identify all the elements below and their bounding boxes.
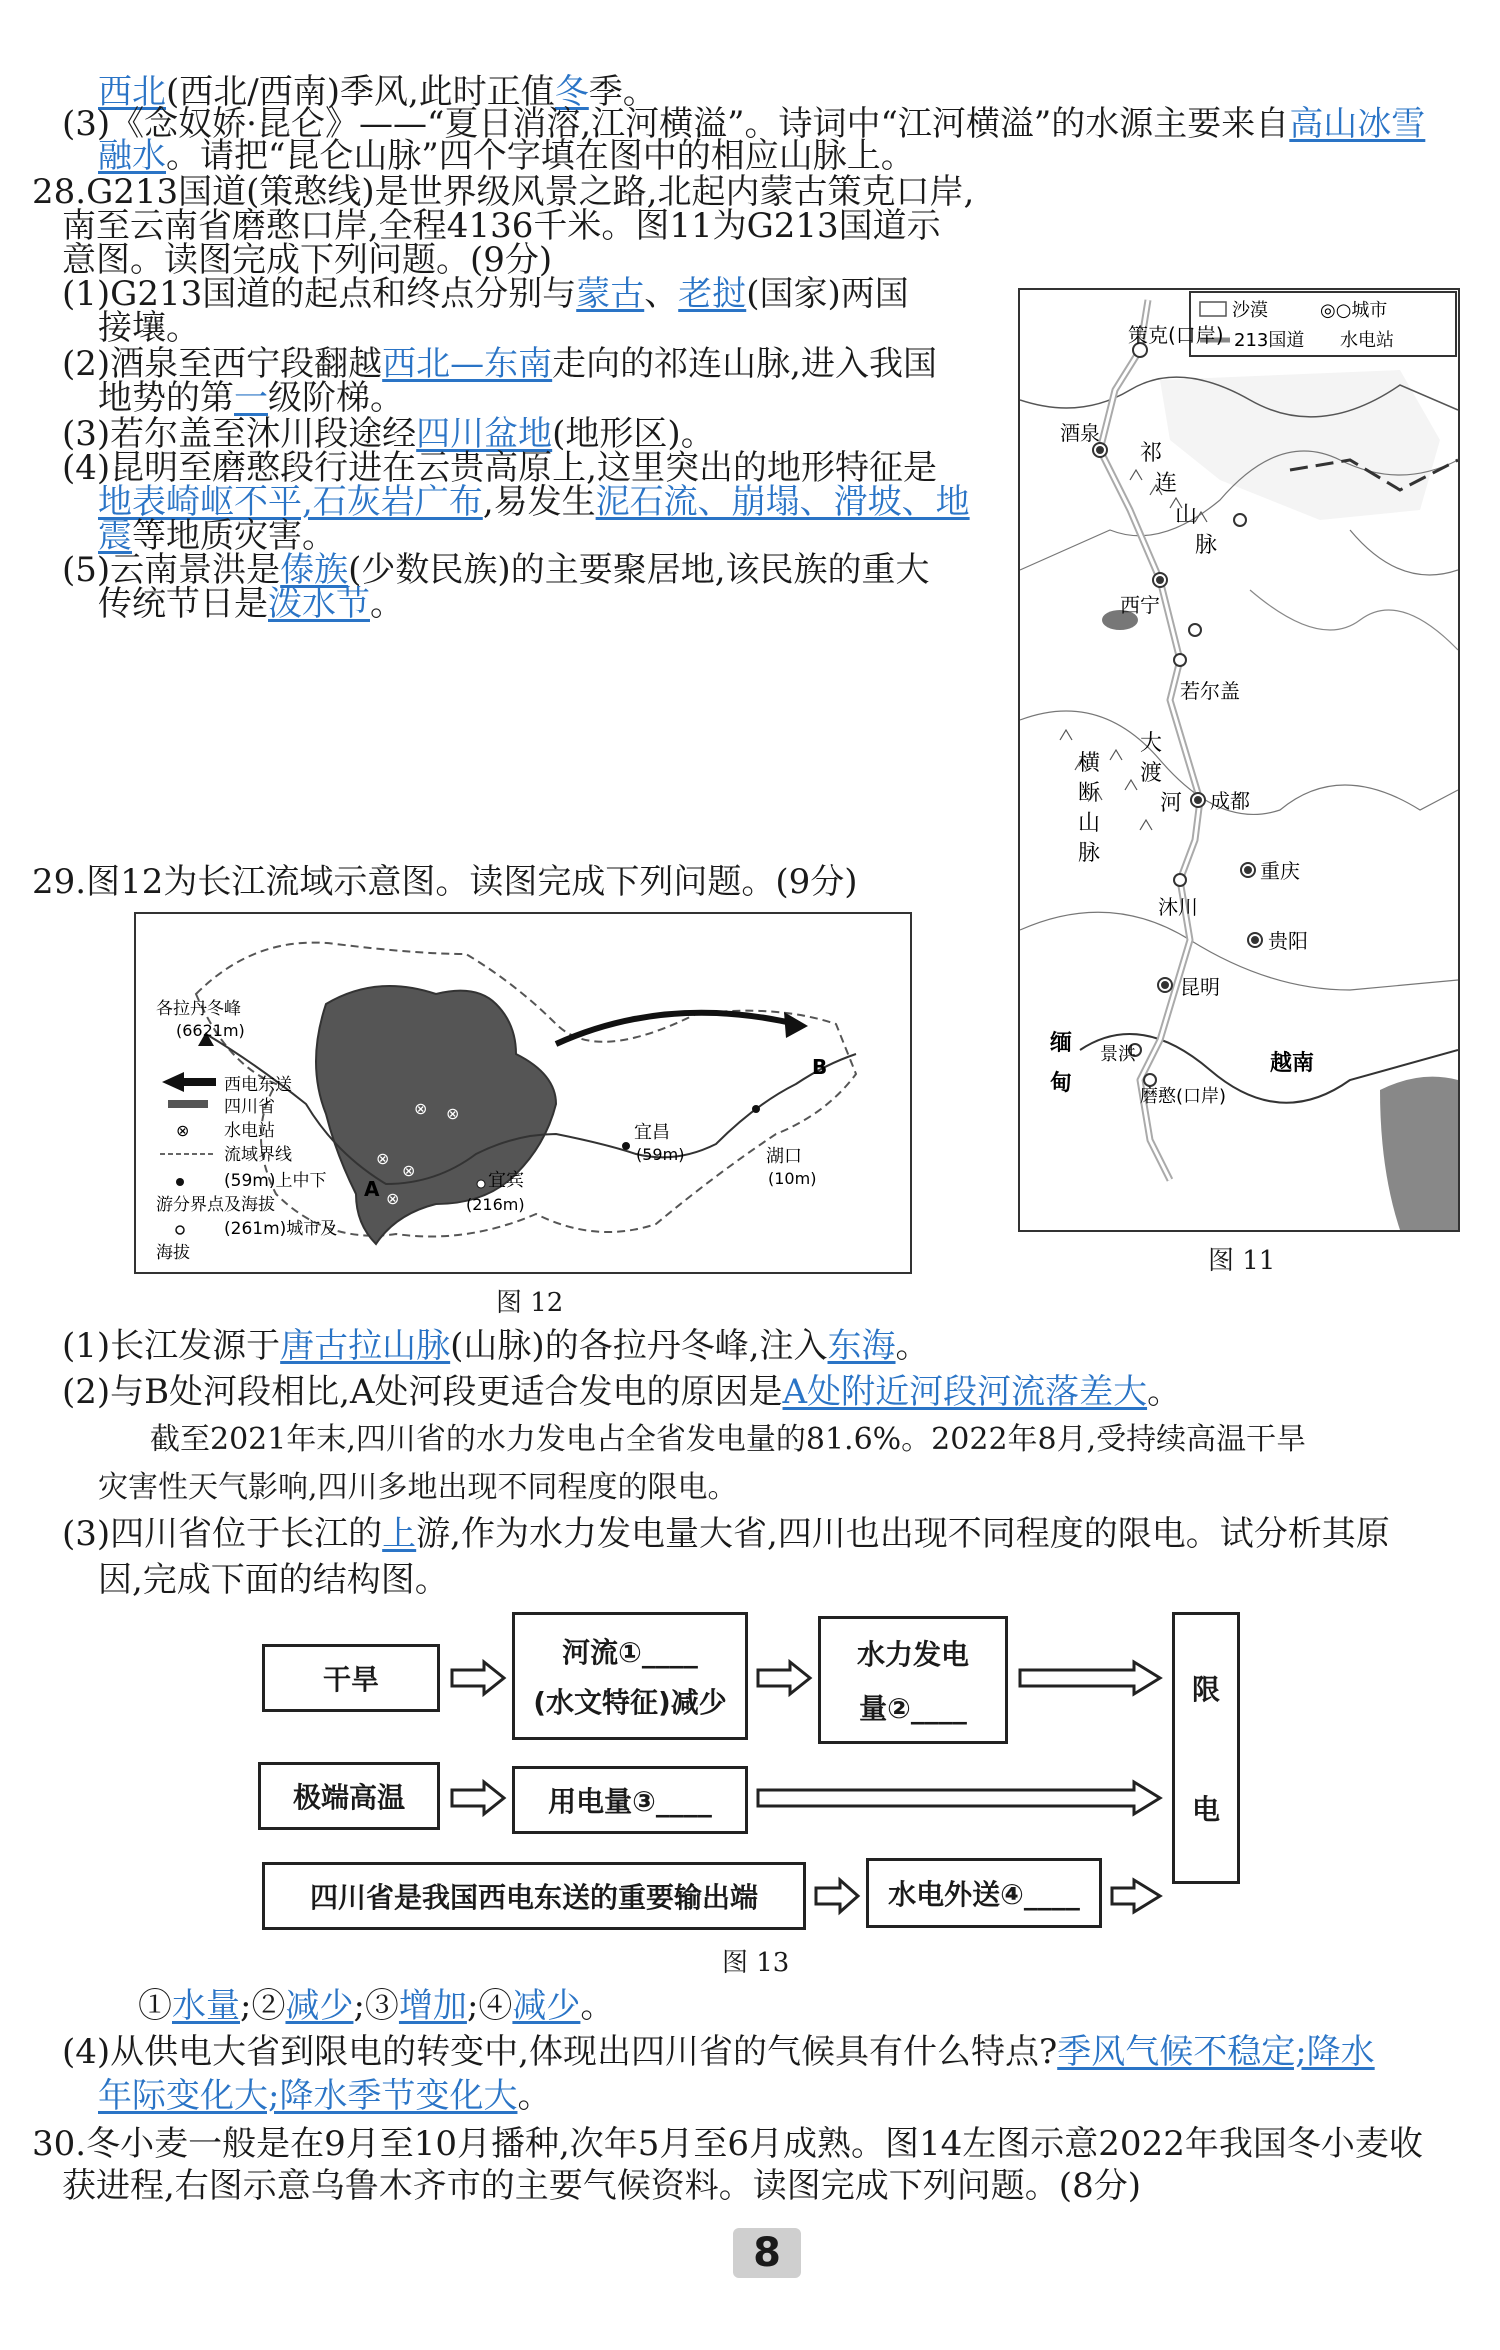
- q28-p1-l2: 接壤。: [98, 308, 200, 348]
- q28-p4: (4)昆明至磨憨段行进在云贵高原上,这里突出的地形特征是: [62, 448, 937, 488]
- label-mai: 脉: [1195, 533, 1218, 558]
- legend-city-1: (261m)城市及: [224, 1219, 338, 1239]
- top-line-3: 融水。请把“昆仑山脉”四个字填在图中的相应山脉上。: [98, 136, 915, 176]
- box-power-limit: 限 电: [1172, 1612, 1240, 1884]
- q29-p3-l2: 因,完成下面的结构图。: [98, 1560, 449, 1600]
- box-heat: 极端高温: [258, 1762, 440, 1830]
- label-chengdu: 成都: [1210, 789, 1250, 813]
- label-yibin-alt: (216m): [466, 1195, 525, 1214]
- answer: 减少: [512, 1986, 581, 2026]
- label-da: 大: [1140, 731, 1163, 756]
- q29-p3: (3)四川省位于长江的上游,作为水力发电量大省,四川也出现不同程度的限电。试分析其原: [62, 1514, 1390, 1554]
- answer: A处附近河段河流落差大: [782, 1372, 1148, 1412]
- legend-city-2: 海拔: [156, 1243, 190, 1263]
- legend-divide-2: 游分界点及海拔: [156, 1195, 275, 1215]
- figure-12-caption: 图 12: [496, 1288, 564, 1318]
- legend-divide-1: (59m)上中下: [224, 1171, 327, 1191]
- answer: 一: [234, 378, 268, 418]
- label-yichang-alt: (59m): [636, 1145, 685, 1164]
- q29-title: 29.图12为长江流域示意图。读图完成下列问题。(9分): [32, 862, 858, 902]
- answer: 老挝: [678, 274, 747, 314]
- q29-p2: (2)与B处河段相比,A处河段更适合发电的原因是A处附近河段河流落差大。: [62, 1372, 1182, 1412]
- q28-p2: (2)酒泉至西宁段翻越西北—东南走向的祁连山脉,进入我国: [62, 344, 937, 384]
- q28-p4-l3: 震等地质灾害。: [98, 516, 336, 556]
- answer: 年际变化大;降水季节变化大: [98, 2076, 518, 2116]
- q28-line-1: 28.G213国道(策憨线)是世界级风景之路,北起内蒙古策克口岸,: [32, 172, 975, 212]
- q29-p3-answers: ①水量;②减少;③增加;④减少。: [138, 1986, 615, 2026]
- q29-para-2: 灾害性天气影响,四川多地出现不同程度的限电。: [98, 1470, 738, 1505]
- q28-p3: (3)若尔盖至沐川段途经四川盆地(地形区)。: [62, 414, 715, 454]
- answer: 傣族: [280, 550, 349, 590]
- svg-text:⊗: ⊗: [402, 1161, 416, 1180]
- label-ruoergai: 若尔盖: [1180, 679, 1240, 703]
- legend-west-east: 西电东送: [224, 1075, 292, 1095]
- svg-text:⊗: ⊗: [414, 1099, 428, 1118]
- answer: 蒙古: [576, 274, 645, 314]
- answer: 泥石流、崩塌、滑坡、地: [595, 482, 970, 522]
- top-line-2: (3)《念奴娇·昆仑》——“夏日消溶,江河横溢”。诗词中“江河横溢”的水源主要来自高山冰雪: [62, 104, 1426, 144]
- q28-p4-l2: 地表崎岖不平,石灰岩广布,易发生泥石流、崩塌、滑坡、地: [98, 482, 970, 522]
- page-number: 8: [733, 2228, 801, 2278]
- q30-line-2: 获进程,右图示意乌鲁木齐市的主要气候资料。读图完成下列问题。(8分): [62, 2166, 1141, 2206]
- answer: 融水: [98, 136, 166, 176]
- q28-p2-l2: 地势的第一级阶梯。: [98, 378, 404, 418]
- label-jiuquan: 酒泉: [1060, 421, 1100, 445]
- legend-basin: 流域界线: [224, 1145, 292, 1165]
- q28-p5-l2: 传统节日是泼水节。: [98, 584, 404, 624]
- legend-sichuan: 四川省: [224, 1097, 275, 1117]
- label-he: 河: [1160, 791, 1183, 816]
- label-xining: 西宁: [1120, 593, 1160, 617]
- box-hydropower: 水力发电 量②____: [818, 1616, 1008, 1744]
- answer: 震: [98, 516, 132, 556]
- legend-city: ◎○城市: [1320, 300, 1388, 321]
- label-guiyang: 贵阳: [1268, 929, 1308, 953]
- answer: 西北: [98, 72, 166, 112]
- answer: 水量: [172, 1986, 240, 2026]
- answer: 上: [382, 1514, 417, 1554]
- q29-p4: (4)从供电大省到限电的转变中,体现出四川省的气候具有什么特点?季风气候不稳定;降水: [62, 2032, 1375, 2072]
- label-mohan: 磨憨(口岸): [1140, 1086, 1227, 1107]
- q29-p4-l2: 年际变化大;降水季节变化大。: [98, 2076, 552, 2116]
- label-lian: 连: [1155, 471, 1178, 496]
- label-mian: 缅: [1050, 1031, 1073, 1056]
- peak-altitude: (6621m): [176, 1021, 245, 1040]
- figure-11-caption: 图 11: [1208, 1246, 1276, 1276]
- label-duan: 断: [1078, 781, 1101, 806]
- box-sichuan-export: 四川省是我国西电东送的重要输出端: [262, 1862, 806, 1930]
- answer: 冬: [554, 72, 589, 112]
- label-du: 渡: [1140, 761, 1163, 786]
- label-chongqing: 重庆: [1260, 859, 1300, 883]
- svg-text:⊗: ⊗: [376, 1149, 390, 1168]
- svg-text:⊗: ⊗: [386, 1189, 400, 1208]
- q28-p5: (5)云南景洪是傣族(少数民族)的主要聚居地,该民族的重大: [62, 550, 930, 590]
- peak-label: 各拉丹冬峰: [156, 999, 241, 1019]
- q29-p1: (1)长江发源于唐古拉山脉(山脉)的各拉丹冬峰,注入东海。: [62, 1326, 930, 1366]
- answer: 高山冰雪: [1289, 104, 1426, 144]
- figure-13-caption: 图 13: [722, 1948, 790, 1978]
- legend-hydro: 水电站: [1340, 330, 1394, 351]
- box-river: 河流①____ (水文特征)减少: [512, 1612, 748, 1740]
- answer: 增加: [398, 1986, 467, 2026]
- svg-text:⊗: ⊗: [176, 1121, 190, 1140]
- answer: 泼水节: [268, 584, 370, 624]
- label-hukou: 湖口: [766, 1146, 802, 1167]
- answer: 减少: [285, 1986, 354, 2026]
- label-yichang: 宜昌: [634, 1122, 670, 1143]
- q28-p1: (1)G213国道的起点和终点分别与蒙古、老挝(国家)两国: [62, 274, 909, 314]
- q30-line-1: 30.冬小麦一般是在9月至10月播种,次年5月至6月成熟。图14左图示意2022年我国冬小麦收: [32, 2124, 1423, 2164]
- label-qi: 祁: [1140, 441, 1163, 466]
- legend-hydro: 水电站: [224, 1121, 275, 1141]
- label-kunming: 昆明: [1180, 975, 1220, 999]
- legend-desert: 沙漠: [1232, 300, 1268, 321]
- svg-text:⊗: ⊗: [446, 1104, 460, 1123]
- q28-line-3: 意图。读图完成下列问题。(9分): [62, 240, 553, 280]
- label-B: B: [812, 1055, 828, 1079]
- answer: 季风气候不稳定;降水: [1057, 2032, 1375, 2072]
- answer: 四川盆地: [416, 414, 553, 454]
- q28-line-2: 南至云南省磨憨口岸,全程4136千米。图11为G213国道示: [62, 206, 941, 246]
- label-yibin: 宜宾: [488, 1170, 524, 1191]
- label-heng: 横: [1078, 751, 1101, 776]
- answer: 西北—东南: [382, 344, 553, 384]
- answer: 东海: [827, 1326, 896, 1366]
- label-A: A: [364, 1177, 380, 1201]
- box-hydro-export: 水电外送④____: [866, 1858, 1102, 1928]
- q29-para-1: 截至2021年末,四川省的水力发电占全省发电量的81.6%。2022年8月,受持续高温干旱: [150, 1422, 1307, 1457]
- answer: 地表崎岖不平,石灰岩广布: [98, 482, 483, 522]
- label-shan: 山: [1175, 503, 1198, 528]
- label-ceke: 策克(口岸): [1128, 323, 1224, 347]
- label-vietnam: 越南: [1270, 1051, 1315, 1076]
- label-hukou-alt: (10m): [768, 1169, 817, 1188]
- legend-road: 213国道: [1234, 330, 1305, 351]
- label-mai2: 脉: [1078, 841, 1101, 866]
- answer: 唐古拉山脉: [280, 1326, 451, 1366]
- label-jinghong: 景洪: [1100, 1044, 1136, 1065]
- top-line-1: 西北(西北/西南)季风,此时正值冬季。: [98, 72, 657, 112]
- label-dian: 甸: [1050, 1071, 1073, 1096]
- label-shan2: 山: [1078, 811, 1101, 836]
- label-muchuan: 沐川: [1158, 895, 1198, 919]
- box-drought: 干旱: [262, 1644, 440, 1712]
- box-power-use: 用电量③____: [512, 1766, 748, 1834]
